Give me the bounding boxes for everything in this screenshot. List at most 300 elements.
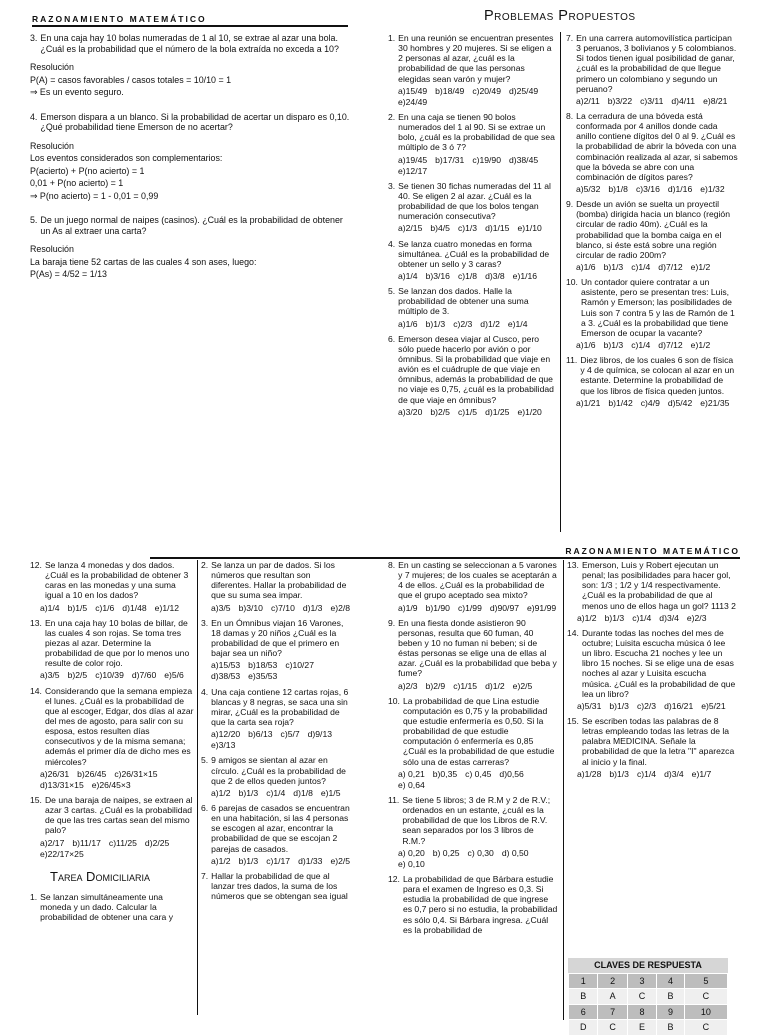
options (40, 670, 195, 680)
question-head (567, 628, 737, 699)
question-head (201, 803, 351, 854)
question-head (566, 277, 738, 338)
question-head (201, 618, 351, 659)
question (388, 874, 558, 935)
worked-example (30, 112, 352, 202)
key-number: 8 (627, 1004, 656, 1020)
option: d)3/4 (659, 612, 679, 623)
option: a)19/45 (398, 154, 428, 165)
option: c)20/49 (472, 85, 501, 96)
option: e)3/13 (211, 740, 236, 751)
options (577, 613, 737, 623)
worked-examples (30, 33, 352, 294)
question-head (201, 560, 351, 601)
header-left: RAZONAMIENTO MATEMÁTICO (32, 14, 348, 27)
options (398, 681, 558, 691)
worked-example (30, 33, 352, 98)
question-head (30, 33, 352, 54)
option: e)1/32 (700, 183, 725, 194)
option: e)26/45×3 (91, 779, 131, 790)
question-number: 4. (201, 686, 209, 697)
question (30, 560, 195, 613)
key-number: 6 (569, 1004, 598, 1020)
option: e)2/8 (330, 602, 351, 613)
question-head (30, 112, 352, 133)
resolution-line: Los eventos considerados son complementarios: (30, 153, 223, 163)
question-number: 15. (567, 715, 579, 726)
option: c) 0,45 (465, 768, 492, 779)
options (576, 262, 738, 272)
question (388, 560, 558, 613)
option: e)5/21 (701, 700, 726, 711)
question-number: 1. (388, 33, 396, 43)
question-number: 5. (388, 286, 396, 297)
option: a)1/6 (576, 339, 596, 350)
option: b)1/3 (603, 261, 624, 272)
option: e)91/99 (527, 602, 557, 613)
question-text: En un Ómnibus viajan 16 Varones, 18 damas y 20 niños ¿Cuál es la probabilidad de que el primero en bajar sea un niño? (211, 617, 344, 659)
option: c)2/3 (636, 700, 657, 711)
option: c)11/25 (108, 837, 137, 848)
question-head (30, 618, 195, 669)
option: b)18/49 (435, 85, 465, 96)
header-right: RAZONAMIENTO MATEMÁTICO (150, 546, 740, 559)
option: a)3/20 (398, 406, 423, 417)
divider-bottom-right (563, 560, 564, 1020)
option: a)1/6 (398, 318, 418, 329)
answer-keys-title: CLAVES DE RESPUESTA (568, 958, 728, 973)
option: b)1/3 (425, 318, 446, 329)
option: d)3/8 (485, 270, 505, 281)
question-number: 9. (388, 617, 396, 628)
question-head (566, 33, 738, 94)
question-text: En un casting se seleccionan a 5 varones y 7 mujeres; de los cuales se aceptarán a 4 de ellos. ¿Cuál es la probabilidad de que el grupo aceptado sea mixto? (398, 560, 557, 601)
resolution-line: ⇒ P(no acierto) = 1 - 0,01 = 0,99 (30, 190, 159, 201)
question (567, 560, 737, 623)
option: e)1/16 (512, 270, 538, 281)
option: e)35/53 (248, 671, 278, 682)
key-number: 4 (657, 973, 685, 989)
question (30, 795, 195, 859)
options (211, 788, 351, 798)
option: a)15/53 (211, 660, 241, 671)
answer-keys-table (568, 973, 728, 1036)
question-text: Se tienen 30 fichas numeradas del 11 al 40. Se eligen 2 al azar. ¿Cuál es la probabilidad de que los bolos tengan numeración consecutiva? (398, 180, 551, 222)
options (576, 340, 738, 350)
question (201, 618, 351, 682)
option: b) 0,25 (432, 847, 460, 858)
option: b)1/90 (425, 602, 450, 613)
option: b)1/3 (609, 700, 629, 711)
option: a)1/21 (576, 397, 601, 408)
key-answer: B (569, 989, 598, 1005)
option: a)1/28 (577, 768, 602, 779)
worked-example (30, 215, 352, 280)
question-head (201, 755, 351, 785)
question-text: La probabilidad de que Lina estudie computación es 0,75 y la probabilidad que estudie enfermería es 0,50. Si la probabilidad de que estudie computación ó enfermería es 0,85 ¿Cuál es la probabilidad de que estudie sólo una de estas carreras? (402, 695, 555, 767)
question (388, 112, 556, 176)
question (567, 716, 737, 779)
proposed-column-1 (388, 33, 556, 422)
question-number: 12. (388, 873, 400, 884)
options (398, 155, 556, 176)
key-answer: C (598, 1020, 627, 1036)
question-text: En una fiesta donde asistieron 90 personas, resulta que 60 fuman, 40 beben y 10 no fuman ni beben; si de éstas personas se elige una de ellas al azar. ¿Cuál es la probabilidad que beba y fume? (398, 617, 557, 679)
key-number: 5 (684, 973, 727, 989)
question-head (30, 560, 195, 601)
question-head (388, 239, 556, 269)
key-answer: C (684, 1020, 727, 1036)
question-text: Se lanza un par de dados. Si los números que resultan son diferentes. Hallar la probabilidad de que su suma sea impar. (211, 560, 347, 601)
options (40, 838, 195, 859)
question-number: 7. (566, 33, 574, 43)
option: a)1/4 (40, 602, 60, 613)
options (576, 96, 738, 106)
question-head (388, 795, 558, 846)
question-number: 10. (388, 695, 400, 706)
question-number: 4. (30, 111, 38, 122)
page-title: Problemas Propuestos (484, 8, 636, 24)
resolution-label: Resolución (30, 62, 74, 72)
options (576, 398, 738, 408)
bottom-right-column-1 (388, 560, 558, 940)
options (577, 701, 737, 711)
option: a)5/32 (576, 183, 601, 194)
option: d)25/49 (508, 85, 539, 96)
resolution-line: ⇒ Es un evento seguro. (30, 87, 124, 97)
option: e)24/49 (398, 96, 428, 107)
option: c)1/4 (631, 339, 651, 350)
question-head (388, 334, 556, 405)
option: d)1/25 (485, 406, 510, 417)
option: e)1/10 (517, 223, 542, 234)
option: b)18/53 (248, 660, 278, 671)
option: b)4/5 (430, 223, 450, 234)
question-number: 5. (201, 755, 209, 766)
question (30, 686, 195, 790)
question (566, 277, 738, 350)
option: e)1/20 (517, 406, 542, 417)
options (398, 769, 558, 790)
option: b)6/13 (248, 729, 273, 740)
option: d)90/97 (489, 602, 520, 613)
question-head (30, 795, 195, 836)
resolution-line: P(A) = casos favorables / casos totales = 10/10 = 1 (30, 74, 232, 85)
option: d)5/42 (667, 397, 693, 408)
option: b)2/5 (430, 406, 450, 417)
question-text: Emerson, Luis y Robert ejecutan un penal; las posibilidades para hacer gol, son: 1/3 ; 1/2 y 1/4 respectivamente. ¿Cuál es la probabilidad de que al menos uno de ellos haga un gol? 1113 2 (581, 560, 736, 611)
question-head (201, 871, 351, 901)
question-number: 7. (201, 870, 209, 881)
bottom-left-column-2 (201, 560, 351, 906)
question-head (566, 355, 738, 396)
option: e)1/4 (507, 318, 528, 329)
question (388, 795, 558, 869)
option: c)5/7 (280, 729, 300, 740)
option: d)1/2 (480, 318, 500, 329)
question-number: 9. (566, 199, 574, 210)
option: c)1/15 (453, 680, 478, 691)
question-head (30, 686, 195, 767)
option: a)5/31 (577, 700, 602, 711)
options (398, 271, 556, 281)
option: d)1/48 (122, 602, 147, 613)
option: e)1/7 (691, 768, 712, 779)
options (398, 223, 556, 233)
option: d)38/53 (211, 671, 241, 682)
option: c)7/10 (270, 602, 295, 613)
option: b)1/3 (603, 339, 624, 350)
question-number: 6. (201, 802, 209, 813)
resolution-line: P(acierto) + P(no acierto) = 1 (30, 165, 145, 176)
question-number: 8. (388, 560, 396, 570)
options (398, 86, 556, 107)
answer-keys (568, 958, 728, 1036)
question-text: De una baraja de naipes, se extraen al azar 3 cartas. ¿Cuál es la probabilidad de que las tres cartas sean del mismo palo? (44, 794, 193, 836)
question-text: 6 parejas de casados se encuentran en una habitación, si las 4 personas se escogen al azar, encontrar la probabilidad de que se escojan 2 parejas de casados. (211, 802, 350, 854)
option: c)19/90 (472, 154, 501, 165)
key-number: 9 (657, 1004, 685, 1020)
options (211, 729, 351, 750)
option: e)1/2 (690, 261, 711, 272)
option: b)3/16 (425, 270, 450, 281)
question (201, 755, 351, 798)
question-text: De un juego normal de naipes (casinos). ¿Cuál es la probabilidad de obtener un As al extraer una carta? (40, 215, 343, 236)
question-head (567, 716, 737, 767)
option: b)11/17 (72, 837, 101, 848)
question-text: Considerando que la semana empieza el lunes. ¿Cuál es la probabilidad de que al escoger, Edgar, dos días al azar del mes de agosto, para salir con su esposa, estos resulten días consecutivos y de la misma semana; además el primer día de dicho mes es miércoles? (44, 685, 194, 767)
resolution-label: Resolución (30, 244, 74, 254)
resolution-line: La baraja tiene 52 cartas de las cuales 4 son ases, luego: (30, 256, 257, 267)
proposed-column-2 (566, 33, 738, 413)
option: b)2/9 (425, 680, 446, 691)
question (388, 334, 556, 417)
option: d)7/12 (658, 261, 683, 272)
key-answer: A (598, 989, 627, 1005)
question-number: 11. (388, 794, 400, 805)
question-head (388, 560, 558, 601)
question-text: Una caja contiene 12 cartas rojas, 6 blancas y 8 negras, se saca una sin mirar, ¿Cuál es la probabilidad de que la carta sea roja? (211, 686, 349, 727)
question-head (566, 199, 738, 260)
resolution-line: 0,01 + P(no acierto) = 1 (30, 178, 124, 188)
options (40, 769, 195, 790)
question-text: Emerson desea viajar al Cusco, pero sólo puede hacerlo por avión o por ómnibus. Si la probabilidad que viaje en avión es el cuádruple de que viaje en ómnibus, además la probabilidad de que no viaje es 0,75, ¿cuál es la probabilidad de que viaje en ómnibus? (398, 333, 554, 405)
option: b)1/3 (604, 612, 625, 623)
question-number: 3. (30, 33, 38, 43)
option: c)1/99 (457, 602, 482, 613)
option: c)26/31×15 (114, 768, 158, 779)
option: c)1/4 (266, 787, 286, 798)
option: a) 0,20 (398, 847, 425, 858)
option: a)1/6 (576, 261, 596, 272)
question (566, 355, 738, 408)
option: d)7/12 (658, 339, 683, 350)
option: b)26/45 (77, 768, 107, 779)
question-text: Se lanzan dos dados. Halle la probabilidad de obtener una suma múltiplo de 3. (398, 286, 529, 317)
option: c)4/9 (640, 397, 660, 408)
option: a)1/2 (211, 855, 231, 866)
question (388, 33, 556, 107)
option: b)1/3 (609, 768, 629, 779)
question (388, 618, 558, 691)
question-number: 2. (201, 560, 209, 570)
question-text: Se tiene 5 libros; 3 de R.M y 2 de R.V.; ordenados en un estante, ¿cuál es la probabilidad de que los Libros de R.V. sean separados por los 3 libros de R.M.? (402, 794, 551, 846)
question-number: 12. (30, 560, 42, 570)
option: d)7/60 (131, 670, 157, 681)
option: b)1/42 (608, 397, 633, 408)
option: a)26/31 (40, 768, 70, 779)
question-text: Hallar la probabilidad de que al lanzar tres dados, la suma de los números que se obtengan sea igual (211, 870, 348, 902)
option: a)1/2 (211, 787, 231, 798)
question-number: 13. (30, 617, 42, 628)
option: e) 0,10 (398, 858, 425, 869)
question-number: 14. (30, 685, 42, 696)
question-number: 8. (566, 110, 574, 121)
question (388, 286, 556, 329)
option: d)1/2 (485, 680, 505, 691)
option: c)10/39 (95, 670, 124, 681)
option: e)22/17×25 (40, 848, 84, 859)
tarea-title: Tarea Domiciliaria (50, 868, 150, 884)
option: a)2/11 (576, 95, 600, 106)
question (566, 111, 738, 194)
option: d)2/25 (144, 837, 170, 848)
key-answer: E (627, 1020, 656, 1036)
key-number: 2 (598, 973, 627, 989)
key-number: 1 (569, 973, 598, 989)
key-answer: B (657, 1020, 685, 1036)
option: a)1/9 (398, 602, 418, 613)
question-head (30, 215, 352, 236)
key-number: 3 (627, 973, 656, 989)
divider-bottom-left (197, 560, 198, 1015)
option: e) 0,64 (398, 779, 425, 790)
option: c)3/11 (640, 95, 664, 106)
question-text: Diez libros, de los cuales 6 son de física y 4 de química, se colocan al azar en un estante. Determine la probabilidad de que los libros de física queden juntos. (580, 355, 735, 396)
question-text: Se lanza cuatro monedas en forma simultánea. ¿Cuál es la probabilidad de obtener un sello y 3 caras? (398, 238, 550, 269)
options (211, 856, 351, 866)
option: c)1/5 (457, 406, 478, 417)
question-number: 10. (566, 277, 578, 288)
question (201, 687, 351, 751)
options (211, 603, 351, 613)
options (398, 603, 558, 613)
option: d)16/21 (664, 700, 694, 711)
option: a)3/5 (211, 602, 231, 613)
option: e)2/3 (686, 612, 707, 623)
option: c)1/4 (636, 768, 657, 779)
question-number: 11. (566, 355, 578, 366)
options (398, 319, 556, 329)
question-text: En una caja se tienen 90 bolos numerados del 1 al 90. Si se extrae un bolo, ¿cuál es la probabilidad de que sea múltiplo de 3 ó 7? (398, 111, 555, 153)
option: b)1/3 (238, 855, 259, 866)
question (201, 871, 351, 901)
question-head (201, 687, 351, 728)
option: d)4/11 (671, 95, 696, 106)
option: e)5/6 (164, 670, 184, 681)
option: b)1/3 (238, 787, 259, 798)
question-number: 15. (30, 794, 42, 805)
option: c)2/3 (453, 318, 473, 329)
option: e)2/5 (330, 855, 351, 866)
option: b)1/8 (608, 183, 628, 194)
question (388, 181, 556, 234)
option: d)1/15 (485, 223, 510, 234)
options (40, 603, 195, 613)
question-number: 3. (201, 617, 209, 628)
options (576, 184, 738, 194)
question (388, 239, 556, 282)
option: e)1/12 (154, 602, 180, 613)
question-text: Desde un avión se suelta un proyectil (bomba) dirigida hacia un blanco (región circular de radio 40m). ¿Cuál es la probabilidad que la bomba caiga en el blanco, si éste está sobre una región circular de radio 200m? (576, 199, 730, 260)
question (566, 199, 738, 272)
option: c)1/3 (457, 223, 478, 234)
question-head (388, 112, 556, 153)
question (567, 628, 737, 711)
question-text: En una caja hay 10 bolas de billar, de las cuales 4 son rojas. Se toma tres piezas al azar. Determine la probabilidad de que por lo menos uno resulte de color rojo. (44, 617, 190, 669)
question-text: La cerradura de una bóveda está conformada por 4 anillos donde cada anillo contiene dígitos del 0 al 9. ¿Cuál es la probabilidad de abrir la bóveda con una combinación realizada al azar, si sabemos que la bóveda se abre con una combinación de dígitos pares? (576, 110, 738, 182)
option: e)1/2 (690, 339, 711, 350)
option: b)0,35 (432, 768, 458, 779)
option: c)1/8 (457, 270, 478, 281)
question-head (388, 618, 558, 679)
question-text: 9 amigos se sientan al azar en círculo. ¿Cuál es la probabilidad de que 2 de ellos queden juntos? (211, 755, 346, 786)
option: b)3/10 (238, 602, 263, 613)
option: a) 0,21 (398, 768, 425, 779)
question-head (30, 892, 195, 922)
key-answer: C (627, 989, 656, 1005)
option: a)12/20 (211, 729, 241, 740)
question-head (566, 111, 738, 182)
option: d)1/16 (667, 183, 693, 194)
question-head (388, 181, 556, 222)
question-text: Durante todas las noches del mes de octubre; Luisita escucha música ó lee un libro. Escucha 21 noches y lee un libro 15 noches. Si se elige una de esas noches al azar y Luisita escucha música. ¿Cuál es la probabilidad de que lea un libro? (581, 627, 736, 699)
option: d)0,56 (499, 768, 524, 779)
question-head (388, 286, 556, 316)
option: c)3/16 (635, 183, 660, 194)
option: e)21/35 (700, 397, 730, 408)
question (201, 560, 351, 613)
options (398, 848, 558, 869)
question-text: Un contador quiere contratar a un asistente, pero se presentan tres: Luis, Ramón y Emerson; las posibilidades de Luis son 7 contra 5 y las de Ramón de 1 a 3. ¿Cuál es la probabilidad que tiene Emerson de ocupar la vacante? (580, 277, 735, 338)
question-number: 2. (388, 111, 396, 122)
key-answer: D (569, 1020, 598, 1036)
option: a)1/2 (577, 612, 597, 623)
resolution-line: P(As) = 4/52 = 1/13 (30, 269, 107, 279)
bottom-right-column-2 (567, 560, 737, 784)
option: d)9/13 (307, 729, 333, 740)
question-text: Se lanzan simultáneamente una moneda y un dado. Calcular la probabilidad de obtener una cara y (40, 892, 173, 923)
option: a)15/49 (398, 85, 428, 96)
option: c)1/6 (95, 602, 115, 613)
option: d) 0,50 (501, 847, 529, 858)
question-number: 4. (388, 238, 396, 249)
key-number: 10 (684, 1004, 727, 1020)
option: d)13/31×15 (40, 779, 84, 790)
option: d)3/4 (664, 768, 684, 779)
question (30, 618, 195, 681)
option: c)1/17 (266, 855, 291, 866)
option: d)1/33 (298, 855, 323, 866)
option: c)10/27 (285, 660, 314, 671)
option: e)12/17 (398, 165, 428, 176)
option: a)1/4 (398, 270, 418, 281)
question (566, 33, 738, 106)
option: d)1/8 (293, 787, 313, 798)
options (577, 769, 737, 779)
question (388, 696, 558, 790)
question (201, 803, 351, 866)
